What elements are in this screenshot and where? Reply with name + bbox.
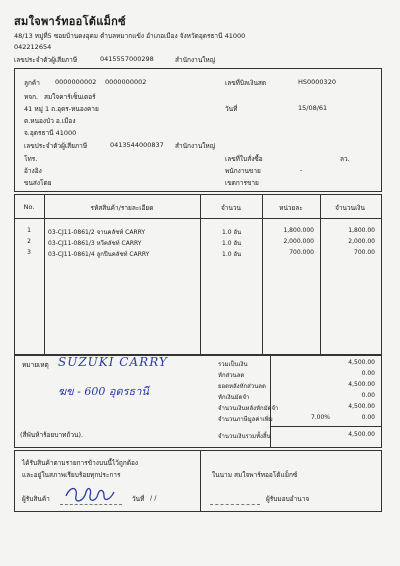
- footer-date-blank: / /: [150, 494, 157, 502]
- handwritten-note-1: SUZUKI CARRY: [58, 355, 168, 369]
- total-value-after-discount: 4,500.00: [348, 381, 375, 388]
- doc-sales-value: -: [300, 166, 303, 174]
- customer-ref-label: อ้างอิง: [24, 167, 42, 175]
- customer-code: 0000000002: [55, 78, 97, 86]
- customer-address-3: จ.อุดรธานี 41000: [24, 129, 77, 137]
- on-behalf-text: ในนาม สมใจพาร์ทออโต้แม็กซ์: [212, 471, 298, 479]
- col-header-unit: หน่วยละ: [279, 204, 303, 212]
- customer-name-prefix: หจก.: [24, 93, 39, 101]
- row-qty: 1.0 อัน: [222, 251, 242, 258]
- col-divider-1: [44, 194, 45, 355]
- row-desc: 03-CJ11-0861/2 จานคลัชท์ CARRY: [48, 229, 146, 236]
- col-header-no: No.: [23, 203, 35, 211]
- notes-label: หมายเหตุ: [22, 361, 49, 369]
- row-desc: 03-CJ11-0861/3 หวีคลัชท์ CARRY: [48, 240, 142, 247]
- handwritten-note-2: ฆข - 600 อุดรธานี: [58, 385, 149, 398]
- received-text-1: ได้รับสินค้าตามรายการข้างบนนี้ไว้ถูกต้อง: [22, 459, 139, 467]
- row-amount: 700.00: [354, 249, 375, 256]
- doc-sales-label: พนักงานขาย: [225, 167, 261, 175]
- col-divider-4: [320, 194, 321, 355]
- customer-tax-label: เลขประจำตัวผู้เสียภาษี: [24, 142, 88, 150]
- receiver-signature: [62, 482, 118, 506]
- amount-in-words: (สี่พันห้าร้อยบาทถ้วน).: [20, 431, 84, 439]
- doc-po-label: เลขที่ใบสั่งซื้อ: [225, 155, 263, 163]
- row-no: 3: [27, 249, 31, 256]
- row-unit: 1,800.000: [283, 227, 314, 234]
- company-phone: 042212654: [14, 43, 52, 51]
- col-header-qty: จำนวน: [221, 204, 241, 212]
- company-tax-id: 0415557000298: [100, 55, 154, 63]
- receiver-label: ผู้รับสินค้า: [22, 495, 50, 503]
- company-address: 48/13 หมู่ที่5 ซอยบ้านดงอุดม ตำบลหมากแข้ง อำเภอเมือง จังหวัดอุดรธานี 41000: [14, 32, 246, 40]
- customer-tax-id: 0413544000837: [110, 141, 164, 149]
- total-value-subtotal: 4,500.00: [348, 359, 375, 366]
- total-label-after-discount: ยอดหลังหักส่วนลด: [218, 383, 266, 390]
- doc-term-label: เขตการขาย: [225, 179, 259, 187]
- row-amount: 2,000.00: [348, 238, 375, 245]
- total-label-vat: จำนวนภาษีมูลค่าเพิ่ม: [218, 416, 273, 423]
- col-divider-3: [262, 194, 263, 355]
- total-value-vat: 0.00: [361, 414, 375, 421]
- company-tax-label: เลขประจำตัวผู้เสียภาษี: [14, 56, 78, 64]
- total-value-after-deposit: 4,500.00: [348, 403, 375, 410]
- customer-name: สมใจคาร์เซ็นเตอร์: [44, 93, 96, 101]
- total-label-grand: จำนวนเงินรวมทั้งสิ้น: [218, 433, 271, 440]
- total-label-discount: หักส่วนลด: [218, 372, 245, 379]
- row-unit: 700.000: [289, 249, 314, 256]
- customer-ship-label: ขนส่งโดย: [24, 179, 52, 187]
- doc-po-date-label: ลว.: [340, 155, 350, 163]
- signature-divider: [200, 450, 201, 511]
- total-vat-rate: 7.00%: [310, 414, 330, 421]
- doc-date-label: วันที่: [225, 105, 238, 113]
- company-branch: สำนักงานใหญ่: [175, 56, 216, 64]
- row-desc: 03-CJ11-0861/4 ลูกปืนคลัชท์ CARRY: [48, 251, 150, 258]
- total-value-discount: 0.00: [361, 370, 375, 377]
- total-label-after-deposit: จำนวนเงินหลังหักมัดจำ: [218, 405, 279, 412]
- col-header-desc: รหัสสินค้า/รายละเอียด: [90, 204, 154, 212]
- received-text-2: และอยู่ในสภาพเรียบร้อยทุกประการ: [22, 471, 121, 479]
- doc-no-label: เลขที่บิลเงินสด: [225, 79, 267, 87]
- receiver-sign-line: [60, 504, 122, 505]
- customer-code-label: ลูกค้า: [24, 79, 40, 87]
- row-no: 1: [27, 227, 31, 234]
- customer-address-2: ต.หนองบัว อ.เมือง: [24, 117, 76, 125]
- row-qty: 1.0 อัน: [222, 229, 242, 236]
- row-qty: 1.0 อัน: [222, 240, 242, 247]
- customer-tel-label: โทร.: [24, 155, 38, 163]
- customer-branch: สำนักงานใหญ่: [175, 142, 216, 150]
- grand-total-divider: [270, 426, 381, 427]
- customer-address-1: 41 หมู่ 1 ถ.อุดร-หนองคาย: [24, 105, 99, 113]
- row-amount: 1,800.00: [348, 227, 375, 234]
- total-value-grand: 4,500.00: [348, 431, 375, 438]
- footer-date-label: วันที่: [132, 495, 145, 503]
- total-label-deposit: หักเงินมัดจำ: [218, 394, 250, 401]
- doc-no: HS0000320: [298, 78, 336, 86]
- items-header-divider: [14, 218, 381, 219]
- total-label-subtotal: รวมเป็นเงิน: [218, 361, 248, 368]
- doc-date: 15/08/61: [298, 104, 328, 112]
- row-no: 2: [27, 238, 31, 245]
- total-value-deposit: 0.00: [361, 392, 375, 399]
- customer-code-2: 0000000002: [105, 78, 147, 86]
- col-header-amount: จำนวนเงิน: [335, 204, 365, 212]
- authorized-sign-line: [210, 504, 260, 505]
- row-unit: 2,000.000: [283, 238, 314, 245]
- authorized-label: ผู้รับมอบอำนาจ: [266, 495, 310, 503]
- col-divider-2: [200, 194, 201, 355]
- company-name: สมใจพาร์ทออโต้แม็กซ์: [14, 15, 126, 28]
